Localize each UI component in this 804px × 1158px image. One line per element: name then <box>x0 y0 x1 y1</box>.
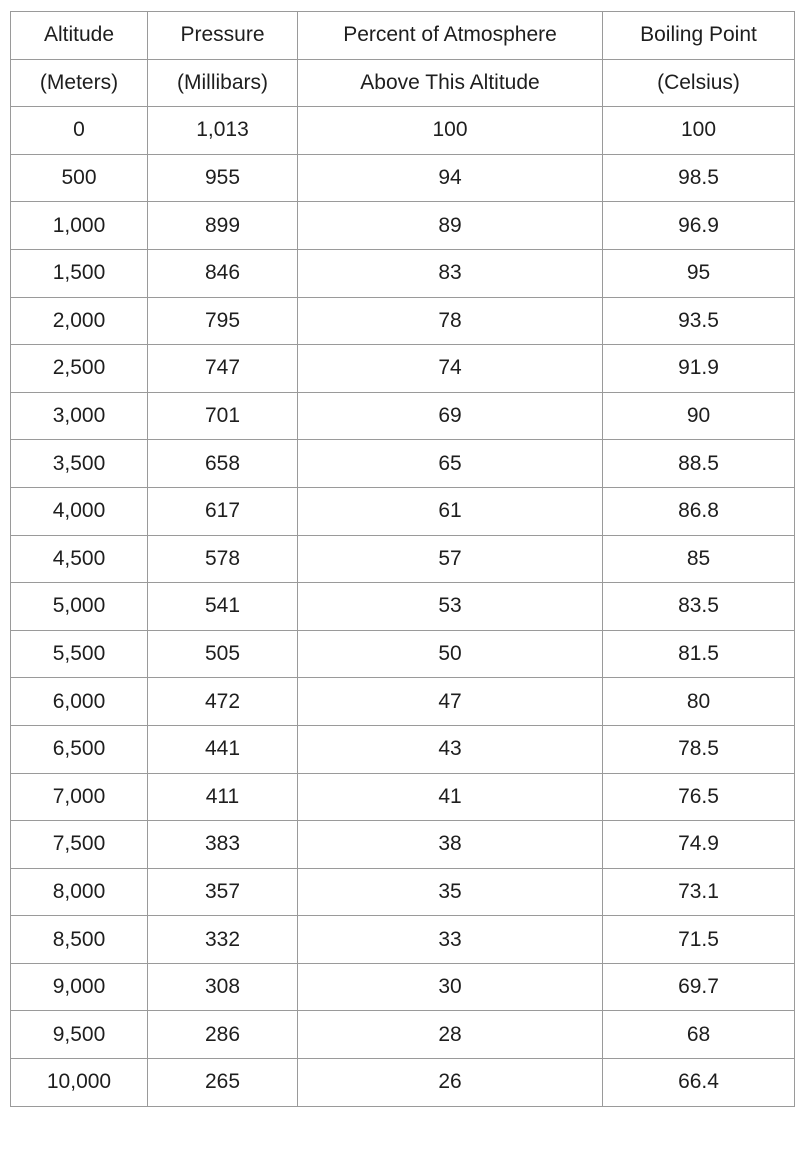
cell-boiling-point: 81.5 <box>603 630 795 678</box>
table-row <box>11 345 795 393</box>
table-row <box>11 773 795 821</box>
header-cell-pressure: Pressure <box>148 12 298 60</box>
cell-percent-atmosphere: 38 <box>298 821 603 869</box>
cell-pressure: 541 <box>148 583 298 631</box>
cell-percent-atmosphere: 78 <box>298 297 603 345</box>
table-row <box>11 1011 795 1059</box>
table-row <box>11 535 795 583</box>
cell-altitude: 7,500 <box>11 821 148 869</box>
table-row <box>11 154 795 202</box>
header-cell-percent-atmosphere: Percent of Atmosphere <box>298 12 603 60</box>
cell-boiling-point: 66.4 <box>603 1059 795 1107</box>
cell-percent-atmosphere: 53 <box>298 583 603 631</box>
table-row <box>11 107 795 155</box>
header-cell-percent-atmosphere: Above This Altitude <box>298 59 603 107</box>
cell-pressure: 795 <box>148 297 298 345</box>
cell-boiling-point: 100 <box>603 107 795 155</box>
cell-percent-atmosphere: 47 <box>298 678 603 726</box>
cell-altitude: 0 <box>11 107 148 155</box>
cell-boiling-point: 71.5 <box>603 916 795 964</box>
cell-percent-atmosphere: 100 <box>298 107 603 155</box>
cell-pressure: 658 <box>148 440 298 488</box>
cell-boiling-point: 76.5 <box>603 773 795 821</box>
cell-pressure: 617 <box>148 487 298 535</box>
header-row <box>11 12 795 60</box>
cell-percent-atmosphere: 43 <box>298 725 603 773</box>
cell-boiling-point: 73.1 <box>603 868 795 916</box>
cell-altitude: 4,000 <box>11 487 148 535</box>
cell-pressure: 441 <box>148 725 298 773</box>
table-row <box>11 583 795 631</box>
cell-percent-atmosphere: 61 <box>298 487 603 535</box>
cell-altitude: 1,500 <box>11 249 148 297</box>
table-row <box>11 630 795 678</box>
table-row <box>11 202 795 250</box>
table-row <box>11 297 795 345</box>
table-row <box>11 725 795 773</box>
cell-altitude: 10,000 <box>11 1059 148 1107</box>
cell-boiling-point: 68 <box>603 1011 795 1059</box>
cell-altitude: 6,000 <box>11 678 148 726</box>
table-row <box>11 487 795 535</box>
cell-pressure: 357 <box>148 868 298 916</box>
cell-altitude: 5,500 <box>11 630 148 678</box>
cell-boiling-point: 90 <box>603 392 795 440</box>
header-cell-altitude: (Meters) <box>11 59 148 107</box>
cell-altitude: 1,000 <box>11 202 148 250</box>
cell-percent-atmosphere: 89 <box>298 202 603 250</box>
cell-altitude: 8,500 <box>11 916 148 964</box>
cell-percent-atmosphere: 35 <box>298 868 603 916</box>
header-cell-boiling-point: Boiling Point <box>603 12 795 60</box>
table-body <box>11 12 795 1107</box>
cell-boiling-point: 83.5 <box>603 583 795 631</box>
table-row <box>11 1059 795 1107</box>
cell-boiling-point: 80 <box>603 678 795 726</box>
cell-percent-atmosphere: 57 <box>298 535 603 583</box>
header-row <box>11 59 795 107</box>
cell-percent-atmosphere: 65 <box>298 440 603 488</box>
cell-boiling-point: 86.8 <box>603 487 795 535</box>
cell-pressure: 308 <box>148 963 298 1011</box>
cell-boiling-point: 74.9 <box>603 821 795 869</box>
cell-altitude: 6,500 <box>11 725 148 773</box>
cell-boiling-point: 91.9 <box>603 345 795 393</box>
table-row <box>11 249 795 297</box>
cell-pressure: 472 <box>148 678 298 726</box>
cell-percent-atmosphere: 69 <box>298 392 603 440</box>
cell-percent-atmosphere: 94 <box>298 154 603 202</box>
cell-altitude: 5,000 <box>11 583 148 631</box>
cell-pressure: 899 <box>148 202 298 250</box>
table-row <box>11 916 795 964</box>
cell-altitude: 3,500 <box>11 440 148 488</box>
cell-boiling-point: 85 <box>603 535 795 583</box>
cell-altitude: 2,500 <box>11 345 148 393</box>
cell-altitude: 3,000 <box>11 392 148 440</box>
cell-percent-atmosphere: 28 <box>298 1011 603 1059</box>
table-row <box>11 963 795 1011</box>
cell-altitude: 500 <box>11 154 148 202</box>
cell-altitude: 7,000 <box>11 773 148 821</box>
cell-altitude: 9,500 <box>11 1011 148 1059</box>
cell-pressure: 383 <box>148 821 298 869</box>
table-row <box>11 678 795 726</box>
cell-boiling-point: 88.5 <box>603 440 795 488</box>
cell-boiling-point: 69.7 <box>603 963 795 1011</box>
cell-percent-atmosphere: 83 <box>298 249 603 297</box>
table-row <box>11 392 795 440</box>
cell-pressure: 332 <box>148 916 298 964</box>
table-row <box>11 821 795 869</box>
header-cell-altitude: Altitude <box>11 12 148 60</box>
cell-pressure: 265 <box>148 1059 298 1107</box>
altitude-table <box>10 11 795 1107</box>
cell-percent-atmosphere: 74 <box>298 345 603 393</box>
cell-pressure: 955 <box>148 154 298 202</box>
header-cell-boiling-point: (Celsius) <box>603 59 795 107</box>
cell-boiling-point: 78.5 <box>603 725 795 773</box>
cell-percent-atmosphere: 30 <box>298 963 603 1011</box>
table-row <box>11 440 795 488</box>
cell-boiling-point: 96.9 <box>603 202 795 250</box>
cell-pressure: 846 <box>148 249 298 297</box>
cell-altitude: 2,000 <box>11 297 148 345</box>
cell-pressure: 747 <box>148 345 298 393</box>
cell-percent-atmosphere: 26 <box>298 1059 603 1107</box>
cell-pressure: 701 <box>148 392 298 440</box>
cell-boiling-point: 95 <box>603 249 795 297</box>
table-row <box>11 868 795 916</box>
cell-pressure: 411 <box>148 773 298 821</box>
cell-pressure: 578 <box>148 535 298 583</box>
cell-altitude: 8,000 <box>11 868 148 916</box>
cell-percent-atmosphere: 33 <box>298 916 603 964</box>
cell-altitude: 9,000 <box>11 963 148 1011</box>
cell-pressure: 1,013 <box>148 107 298 155</box>
cell-boiling-point: 93.5 <box>603 297 795 345</box>
cell-pressure: 286 <box>148 1011 298 1059</box>
cell-percent-atmosphere: 50 <box>298 630 603 678</box>
header-cell-pressure: (Millibars) <box>148 59 298 107</box>
cell-boiling-point: 98.5 <box>603 154 795 202</box>
cell-altitude: 4,500 <box>11 535 148 583</box>
cell-pressure: 505 <box>148 630 298 678</box>
cell-percent-atmosphere: 41 <box>298 773 603 821</box>
